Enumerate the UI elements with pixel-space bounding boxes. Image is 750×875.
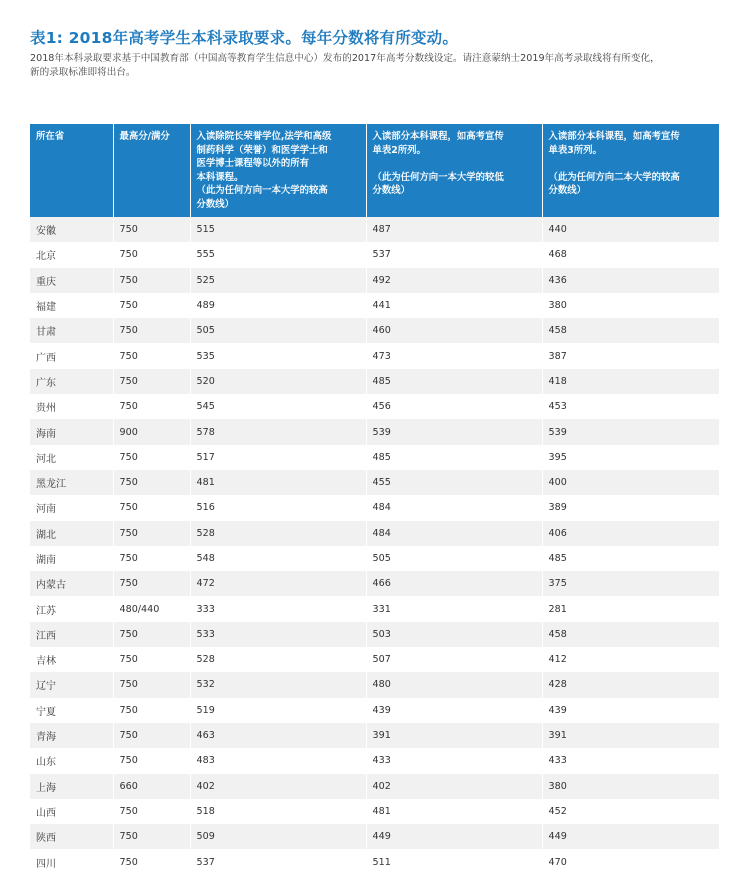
cell-score-b: 441 (366, 293, 542, 318)
cell-max-score: 750 (113, 748, 190, 773)
table-row (30, 343, 719, 368)
table-row (30, 824, 719, 849)
cell-score-b: 539 (366, 419, 542, 444)
cell-score-b: 456 (366, 394, 542, 419)
header-line: 本科课程。 (196, 171, 244, 183)
cell-score-a: 525 (190, 268, 366, 293)
cell-score-c: 428 (542, 672, 719, 697)
cell-max-score: 750 (113, 318, 190, 343)
cell-max-score: 750 (113, 394, 190, 419)
cell-score-c: 452 (542, 799, 719, 824)
header-line: 最高分/满分 (119, 131, 170, 142)
cell-score-a: 517 (190, 445, 366, 470)
cell-max-score: 750 (113, 495, 190, 520)
cell-province: 湖北 (30, 521, 113, 546)
cell-province: 湖南 (30, 546, 113, 571)
table-body (30, 217, 719, 875)
cell-score-c: 391 (542, 723, 719, 748)
cell-score-b: 433 (366, 748, 542, 773)
header-line: 单表3所列。 (548, 144, 602, 156)
cell-score-a: 535 (190, 343, 366, 368)
cell-max-score: 750 (113, 698, 190, 723)
header-col-upper-tier1 (190, 124, 366, 217)
table-row (30, 647, 719, 672)
cell-score-c: 436 (542, 268, 719, 293)
cell-score-a: 333 (190, 596, 366, 621)
cell-score-b: 480 (366, 672, 542, 697)
cell-score-a: 545 (190, 394, 366, 419)
cell-score-c: 539 (542, 419, 719, 444)
cell-score-b: 391 (366, 723, 542, 748)
cell-score-c: 418 (542, 369, 719, 394)
cell-score-a: 528 (190, 647, 366, 672)
header-line (549, 157, 714, 171)
table-title: 表1: 2018年高考学生本科录取要求。每年分数将有所变动。 (30, 29, 459, 47)
intro-line-2: 新的录取标准即将出台。 (30, 67, 136, 78)
cell-max-score: 660 (113, 774, 190, 799)
cell-score-c: 387 (542, 343, 719, 368)
cell-score-a: 463 (190, 723, 366, 748)
header-line: 入读部分本科课程，如高考宣传 (372, 131, 504, 142)
cell-max-score: 750 (113, 445, 190, 470)
cell-score-c: 395 (542, 445, 719, 470)
cell-score-b: 537 (366, 242, 542, 267)
table-row (30, 369, 719, 394)
cell-score-c: 449 (542, 824, 719, 849)
table-row (30, 799, 719, 824)
cell-score-c: 485 (542, 546, 719, 571)
cell-province: 辽宁 (30, 672, 113, 697)
cell-score-b: 505 (366, 546, 542, 571)
table-row (30, 571, 719, 596)
cell-max-score: 750 (113, 672, 190, 697)
cell-score-c: 400 (542, 470, 719, 495)
cell-max-score: 750 (113, 799, 190, 824)
header-line: 分数线） (548, 185, 587, 196)
cell-score-c: 380 (542, 293, 719, 318)
cell-province: 广东 (30, 369, 113, 394)
header-line: 所在省 (36, 131, 65, 142)
cell-score-a: 489 (190, 293, 366, 318)
header-line: 分数线） (196, 198, 235, 210)
cell-score-a: 578 (190, 419, 366, 444)
intro-text (30, 52, 722, 80)
cell-score-b: 484 (366, 521, 542, 546)
cell-score-a: 528 (190, 521, 366, 546)
cell-province: 上海 (30, 774, 113, 799)
table-row (30, 546, 719, 571)
cell-score-b: 402 (366, 774, 542, 799)
cell-score-a: 516 (190, 495, 366, 520)
cell-score-a: 483 (190, 748, 366, 773)
cell-province: 吉林 (30, 647, 113, 672)
cell-score-c: 380 (542, 774, 719, 799)
cell-score-c: 375 (542, 571, 719, 596)
table-row (30, 774, 719, 799)
cell-max-score: 750 (113, 849, 190, 874)
cell-score-c: 453 (542, 394, 719, 419)
table-row (30, 445, 719, 470)
cell-score-c: 406 (542, 521, 719, 546)
cell-province: 陕西 (30, 824, 113, 849)
cell-score-a: 533 (190, 622, 366, 647)
cell-score-b: 331 (366, 596, 542, 621)
cell-province: 河北 (30, 445, 113, 470)
cell-max-score: 480/440 (113, 596, 190, 621)
cell-max-score: 750 (113, 242, 190, 267)
cell-score-c: 470 (542, 849, 719, 874)
cell-province: 江苏 (30, 596, 113, 621)
cell-score-b: 485 (366, 369, 542, 394)
cell-max-score: 750 (113, 723, 190, 748)
cell-score-a: 505 (190, 318, 366, 343)
cell-province: 海南 (30, 419, 113, 444)
cell-score-b: 484 (366, 495, 542, 520)
cell-score-b: 449 (366, 824, 542, 849)
cell-score-a: 518 (190, 799, 366, 824)
cell-max-score: 750 (113, 217, 190, 242)
cell-score-c: 458 (542, 318, 719, 343)
cell-max-score: 750 (113, 470, 190, 495)
cell-score-b: 473 (366, 343, 542, 368)
table-row (30, 293, 719, 318)
cell-score-a: 402 (190, 774, 366, 799)
table-row (30, 622, 719, 647)
header-line: （此为任何方向一本大学的较低 (372, 171, 504, 183)
cell-province: 福建 (30, 293, 113, 318)
cell-score-b: 466 (366, 571, 542, 596)
cell-province: 重庆 (30, 268, 113, 293)
cell-score-a: 481 (190, 470, 366, 495)
header-max-score (113, 124, 190, 217)
header-col-upper-tier2 (542, 124, 719, 217)
cell-score-b: 487 (366, 217, 542, 242)
cell-score-a: 548 (190, 546, 366, 571)
cell-max-score: 750 (113, 521, 190, 546)
cell-score-b: 455 (366, 470, 542, 495)
cell-score-c: 433 (542, 748, 719, 773)
header-line: 入读除院长荣誉学位,法学和高级 (196, 131, 332, 142)
cell-score-a: 519 (190, 698, 366, 723)
cell-province: 北京 (30, 242, 113, 267)
cell-score-b: 492 (366, 268, 542, 293)
table-row (30, 723, 719, 748)
cell-score-a: 532 (190, 672, 366, 697)
cell-province: 广西 (30, 343, 113, 368)
cell-score-b: 481 (366, 799, 542, 824)
cell-max-score: 750 (113, 546, 190, 571)
cell-province: 山东 (30, 748, 113, 773)
cell-score-b: 511 (366, 849, 542, 874)
cell-score-c: 440 (542, 217, 719, 242)
table-row (30, 242, 719, 267)
cell-score-a: 515 (190, 217, 366, 242)
table-row (30, 521, 719, 546)
cell-max-score: 750 (113, 622, 190, 647)
cell-province: 山西 (30, 799, 113, 824)
cell-score-c: 281 (542, 596, 719, 621)
cell-score-c: 389 (542, 495, 719, 520)
cell-score-b: 460 (366, 318, 542, 343)
header-line: 单表2所列。 (372, 144, 426, 156)
table-row (30, 394, 719, 419)
header-line (373, 157, 536, 171)
table-row (30, 672, 719, 697)
header-line: （此为任何方向一本大学的较高 (196, 185, 328, 196)
cell-province: 江西 (30, 622, 113, 647)
cell-max-score: 750 (113, 369, 190, 394)
table-row (30, 849, 719, 874)
cell-max-score: 750 (113, 571, 190, 596)
header-line: 制药科学（荣誉）和医学学士和 (196, 144, 328, 156)
table-header-row (30, 124, 719, 217)
cell-province: 四川 (30, 849, 113, 874)
cell-score-a: 509 (190, 824, 366, 849)
cell-province: 安徽 (30, 217, 113, 242)
header-province (30, 124, 113, 217)
table-row (30, 698, 719, 723)
cell-score-b: 485 (366, 445, 542, 470)
table-row (30, 470, 719, 495)
cell-score-a: 520 (190, 369, 366, 394)
cell-max-score: 750 (113, 293, 190, 318)
cell-province: 宁夏 (30, 698, 113, 723)
header-line: 入读部分本科课程，如高考宣传 (548, 131, 680, 142)
cell-max-score: 750 (113, 824, 190, 849)
table-row (30, 495, 719, 520)
intro-line-1: 2018年本科录取要求基于中国教育部（中国高等教育学生信息中心）发布的2017年高考分数线设定。请注意蒙纳士2019年高考录取线将有所变化， (30, 53, 660, 64)
table-row (30, 596, 719, 621)
cell-score-c: 412 (542, 647, 719, 672)
cell-score-b: 439 (366, 698, 542, 723)
cell-province: 青海 (30, 723, 113, 748)
cell-province: 贵州 (30, 394, 113, 419)
header-line: （此为任何方向二本大学的较高 (548, 171, 680, 183)
cell-province: 内蒙古 (30, 571, 113, 596)
admission-table (30, 124, 719, 875)
cell-max-score: 750 (113, 268, 190, 293)
cell-score-b: 503 (366, 622, 542, 647)
cell-score-c: 468 (542, 242, 719, 267)
cell-province: 河南 (30, 495, 113, 520)
table-row (30, 419, 719, 444)
table-row (30, 318, 719, 343)
cell-province: 黑龙江 (30, 470, 113, 495)
cell-score-b: 507 (366, 647, 542, 672)
cell-score-a: 537 (190, 849, 366, 874)
table-row (30, 748, 719, 773)
cell-score-a: 555 (190, 242, 366, 267)
cell-score-a: 472 (190, 571, 366, 596)
cell-score-c: 439 (542, 698, 719, 723)
header-line: 医学博士课程等以外的所有 (196, 158, 310, 169)
cell-province: 甘肃 (30, 318, 113, 343)
header-col-lower-tier1 (366, 124, 542, 217)
table-row (30, 217, 719, 242)
cell-max-score: 750 (113, 343, 190, 368)
cell-max-score: 900 (113, 419, 190, 444)
cell-score-c: 458 (542, 622, 719, 647)
cell-max-score: 750 (113, 647, 190, 672)
table-row (30, 268, 719, 293)
header-line: 分数线） (372, 185, 411, 196)
